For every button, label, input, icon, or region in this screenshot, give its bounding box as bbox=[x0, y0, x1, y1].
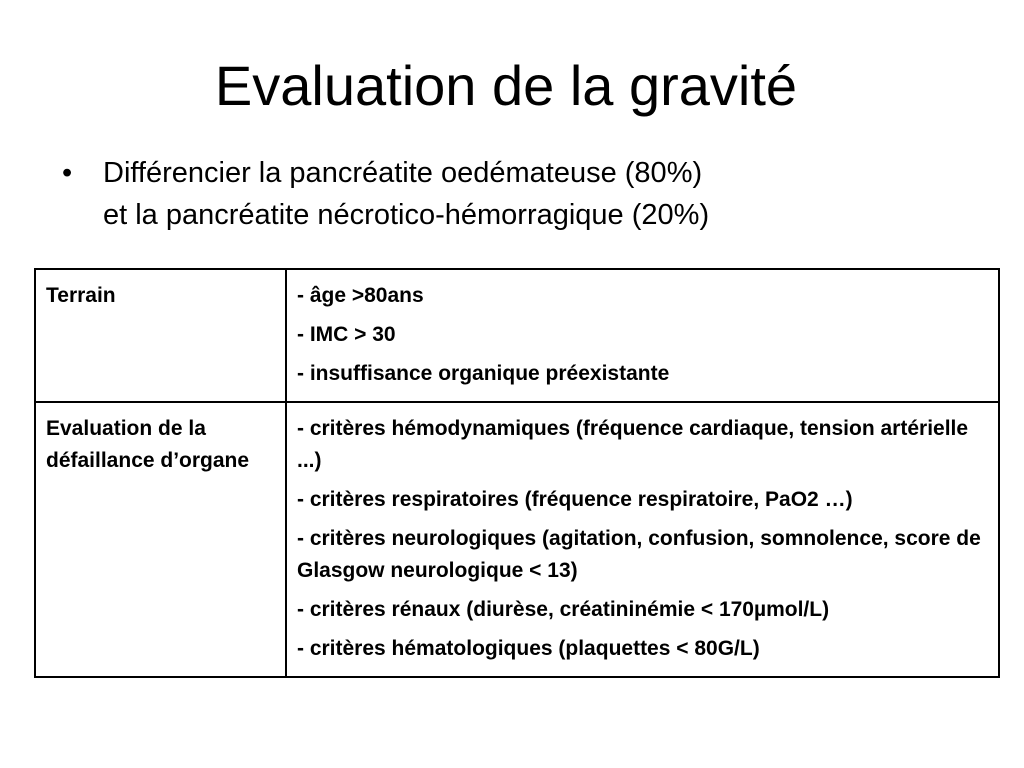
criteria-item: - critères respiratoires (fréquence respiratoire, PaO2 …) bbox=[297, 488, 853, 511]
criteria-item: - critères hémodynamiques (fréquence cardiaque, tension artérielle ...) bbox=[297, 417, 969, 472]
bullet-line: Différencier la pancréatite oedémateuse (80%) bbox=[103, 157, 703, 189]
table-row-organ-failure bbox=[35, 402, 999, 677]
table-row-terrain bbox=[35, 269, 999, 402]
criteria-item: - âge >80ans bbox=[297, 284, 424, 307]
severity-criteria-table bbox=[34, 268, 1000, 678]
bullet-line: et la pancréatite nécrotico-hémorragique (20%) bbox=[103, 199, 710, 231]
slide-title: Evaluation de la gravité bbox=[214, 54, 798, 117]
row-label: Evaluation de la défaillance d’organe bbox=[46, 417, 250, 472]
row-label-cell bbox=[35, 402, 286, 677]
criteria-cell bbox=[286, 402, 999, 677]
criteria-item: - critères rénaux (diurèse, créatininémie < 170µmol/L) bbox=[297, 598, 830, 621]
bullet-icon: • bbox=[62, 157, 73, 189]
criteria-cell bbox=[286, 269, 999, 402]
bullet-text bbox=[103, 152, 983, 236]
row-label-cell bbox=[35, 269, 286, 402]
criteria-item: - insuffisance organique préexistante bbox=[297, 362, 670, 385]
criteria-item: - critères hématologiques (plaquettes < 80G/L) bbox=[297, 637, 760, 660]
criteria-item: - critères neurologiques (agitation, confusion, somnolence, score de Glasgow neurologique < 13) bbox=[297, 527, 981, 582]
criteria-item: - IMC > 30 bbox=[297, 323, 396, 346]
row-label: Terrain bbox=[46, 284, 116, 307]
